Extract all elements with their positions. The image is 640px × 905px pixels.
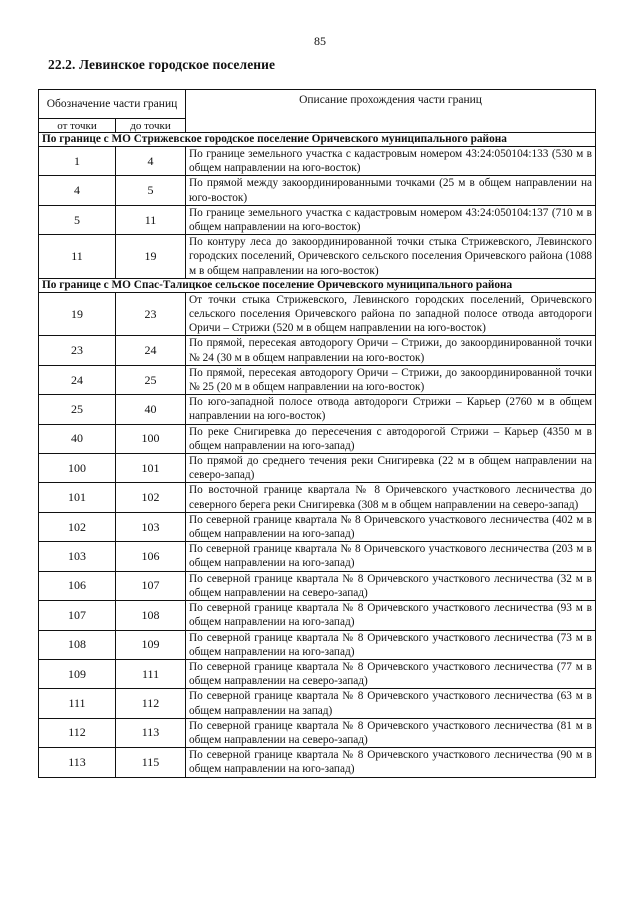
- section-title: По границе с МО Спас-Талицкое сельское поселение Оричевского муниципального района: [39, 278, 596, 292]
- description-cell: По прямой, пересекая автодорогу Оричи – Стрижи, до закоординированной точки № 24 (30 м в общем направлении на юго-восток): [186, 336, 596, 365]
- table-row: [39, 176, 596, 205]
- from-point-cell: 100: [39, 454, 116, 483]
- from-point-cell: 108: [39, 630, 116, 659]
- description-cell: По юго-западной полосе отвода автодороги Стрижи – Карьер (2760 м в общем направлении на юго-восток): [186, 395, 596, 424]
- to-point-cell: 100: [116, 424, 186, 453]
- to-point-cell: 107: [116, 571, 186, 600]
- page-number: 85: [314, 34, 326, 48]
- table-row: [39, 601, 596, 630]
- description-cell: От точки стыка Стрижевского, Левинского городских поселений, Оричевского сельского поселения Оричевского района по западной полосе отвода автодороги Оричи – Стрижи (520 м в общем направлении на юго-восток): [186, 292, 596, 336]
- to-point-cell: 23: [116, 292, 186, 336]
- table-row: [39, 630, 596, 659]
- description-cell: По северной границе квартала № 8 Оричевского участкового лесничества (402 м в общем направлении на юго-запад): [186, 512, 596, 541]
- to-point-cell: 24: [116, 336, 186, 365]
- to-point-cell: 103: [116, 512, 186, 541]
- from-point-cell: 101: [39, 483, 116, 512]
- table-row: [39, 483, 596, 512]
- table-row: [39, 205, 596, 234]
- table-row: [39, 689, 596, 718]
- to-point-cell: 19: [116, 235, 186, 279]
- table-row: [39, 365, 596, 394]
- to-point-cell: 101: [116, 454, 186, 483]
- section-heading: 22.2. Левинское городское поселение: [48, 57, 276, 72]
- to-point-cell: 25: [116, 365, 186, 394]
- to-point-cell: 5: [116, 176, 186, 205]
- to-point-cell: 113: [116, 718, 186, 747]
- description-cell: По прямой, пересекая автодорогу Оричи – Стрижи, до закоординированной точки № 25 (20 м в общем направлении на юго-восток): [186, 365, 596, 394]
- table-row: [39, 571, 596, 600]
- table-row: [39, 659, 596, 688]
- description-cell: По контуру леса до закоординированной точки стыка Стрижевского, Левинского городских поселений, Оричевского сельского поселения Оричевского района (1088 м в общем направлении на юго-восток): [186, 235, 596, 279]
- description-cell: По северной границе квартала № 8 Оричевского участкового лесничества (81 м в общем направлении на северо-запад): [186, 718, 596, 747]
- table-row: [39, 512, 596, 541]
- from-point-cell: 111: [39, 689, 116, 718]
- from-point-cell: 109: [39, 659, 116, 688]
- header-part-designation: Обозначение части границ: [39, 90, 186, 119]
- from-point-cell: 106: [39, 571, 116, 600]
- description-cell: По северной границе квартала № 8 Оричевского участкового лесничества (203 м в общем направлении на юго-запад): [186, 542, 596, 571]
- header-from-point: от точки: [39, 119, 116, 133]
- description-cell: По восточной границе квартала № 8 Оричевского участкового лесничества до северного берега реки Снигиревка (308 м в общем направлении на северо-запад): [186, 483, 596, 512]
- from-point-cell: 102: [39, 512, 116, 541]
- from-point-cell: 23: [39, 336, 116, 365]
- description-cell: По северной границе квартала № 8 Оричевского участкового лесничества (63 м в общем направлении на запад): [186, 689, 596, 718]
- section-row: [39, 278, 596, 292]
- description-cell: По границе земельного участка с кадастровым номером 43:24:050104:137 (710 м в общем направлении на юго-восток): [186, 205, 596, 234]
- table-row: [39, 718, 596, 747]
- description-cell: По границе земельного участка с кадастровым номером 43:24:050104:133 (530 м в общем направлении на юго-восток): [186, 147, 596, 176]
- from-point-cell: 11: [39, 235, 116, 279]
- description-cell: По северной границе квартала № 8 Оричевского участкового лесничества (90 м в общем направлении на юго-запад): [186, 748, 596, 777]
- from-point-cell: 24: [39, 365, 116, 394]
- description-cell: По северной границе квартала № 8 Оричевского участкового лесничества (93 м в общем направлении на юго-запад): [186, 601, 596, 630]
- table-row: [39, 235, 596, 279]
- to-point-cell: 106: [116, 542, 186, 571]
- section-title: По границе с МО Стрижевское городское поселение Оричевского муниципального района: [39, 133, 596, 147]
- table-row: [39, 292, 596, 336]
- boundary-table-body: [39, 133, 596, 778]
- from-point-cell: 113: [39, 748, 116, 777]
- table-row: [39, 424, 596, 453]
- table-row: [39, 147, 596, 176]
- from-point-cell: 1: [39, 147, 116, 176]
- from-point-cell: 107: [39, 601, 116, 630]
- description-cell: По реке Снигиревка до пересечения с автодорогой Стрижи – Карьер (4350 м в общем направлении на юго-запад): [186, 424, 596, 453]
- to-point-cell: 115: [116, 748, 186, 777]
- from-point-cell: 103: [39, 542, 116, 571]
- table-row: [39, 395, 596, 424]
- from-point-cell: 19: [39, 292, 116, 336]
- boundary-table: [38, 89, 596, 778]
- description-cell: По северной границе квартала № 8 Оричевского участкового лесничества (73 м в общем направлении на юго-запад): [186, 630, 596, 659]
- to-point-cell: 108: [116, 601, 186, 630]
- table-row: [39, 542, 596, 571]
- description-cell: По прямой до среднего течения реки Снигиревка (22 м в общем направлении на северо-запад): [186, 454, 596, 483]
- table-row: [39, 748, 596, 777]
- table-row: [39, 336, 596, 365]
- to-point-cell: 40: [116, 395, 186, 424]
- to-point-cell: 109: [116, 630, 186, 659]
- to-point-cell: 111: [116, 659, 186, 688]
- header-to-point: до точки: [116, 119, 186, 133]
- section-row: [39, 133, 596, 147]
- from-point-cell: 40: [39, 424, 116, 453]
- to-point-cell: 102: [116, 483, 186, 512]
- from-point-cell: 5: [39, 205, 116, 234]
- table-row: [39, 454, 596, 483]
- description-cell: По северной границе квартала № 8 Оричевского участкового лесничества (77 м в общем направлении на северо-запад): [186, 659, 596, 688]
- header-description: Описание прохождения части границ: [186, 90, 596, 133]
- description-cell: По прямой между закоординированными точками (25 м в общем направлении на юго-восток): [186, 176, 596, 205]
- to-point-cell: 11: [116, 205, 186, 234]
- to-point-cell: 4: [116, 147, 186, 176]
- from-point-cell: 112: [39, 718, 116, 747]
- from-point-cell: 4: [39, 176, 116, 205]
- from-point-cell: 25: [39, 395, 116, 424]
- to-point-cell: 112: [116, 689, 186, 718]
- description-cell: По северной границе квартала № 8 Оричевского участкового лесничества (32 м в общем направлении на северо-запад): [186, 571, 596, 600]
